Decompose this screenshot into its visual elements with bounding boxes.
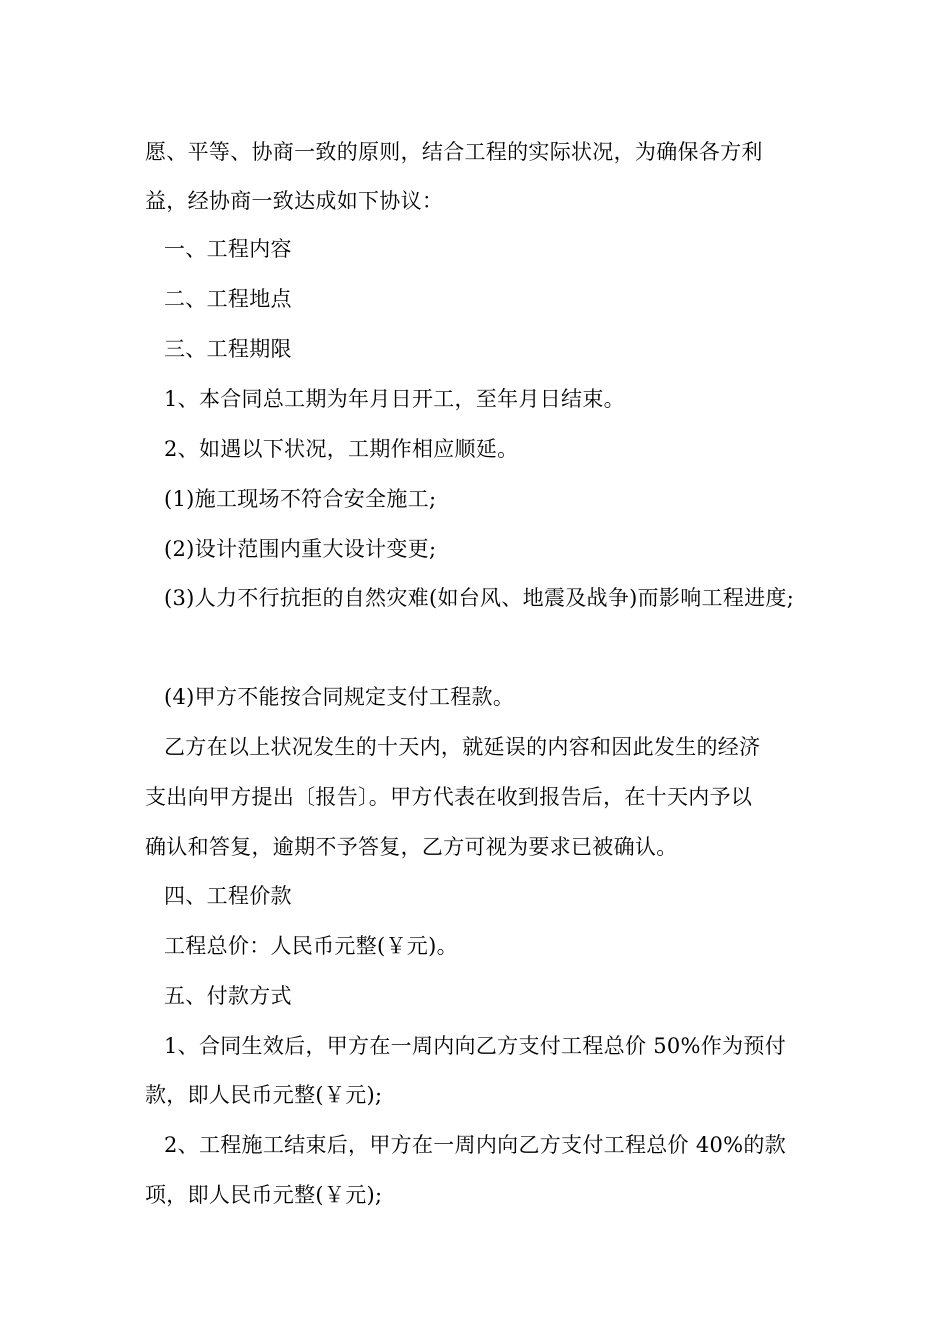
paragraph-line: 乙方在以上状况发生的十天内，就延误的内容和因此发生的经济 [164,735,761,759]
section-heading: 三、工程期限 [164,337,292,361]
paragraph-line: 益，经协商一致达成如下协议： [145,189,444,213]
section-heading: 二、工程地点 [164,287,292,311]
paragraph-line: 款，即人民币元整(￥元); [145,1083,383,1107]
paragraph-line: 确认和答复，逾期不予答复，乙方可视为要求已被确认。 [145,835,678,859]
paragraph-line: 项，即人民币元整(￥元); [145,1183,383,1207]
section-heading: 一、工程内容 [164,237,292,261]
paragraph-line: 支出向甲方提出〔报告〕。甲方代表在收到报告后，在十天内予以 [145,785,753,809]
clause-item: 1、合同生效后，甲方在一周内向乙方支付工程总价 50%作为预付 [164,1034,787,1058]
paragraph-line: 工程总价：人民币元整(￥元)。 [164,934,458,958]
sub-clause-item: (2)设计范围内重大设计变更; [164,537,437,561]
clause-item: 1、本合同总工期为年月日开工，至年月日结束。 [164,387,625,411]
paragraph-line: 愿、平等、协商一致的原则，结合工程的实际状况，为确保各方利 [145,140,763,164]
sub-clause-item: (3)人力不行抗拒的自然灾难(如台风、地震及战争)而影响工程进度; [164,586,795,610]
clause-item: 2、如遇以下状况，工期作相应顺延。 [164,437,519,461]
section-heading: 五、付款方式 [164,984,292,1008]
sub-clause-item: (4)甲方不能按合同规定支付工程款。 [164,685,515,709]
clause-item: 2、工程施工结束后，甲方在一周内向乙方支付工程总价 40%的款 [164,1133,787,1157]
section-heading: 四、工程价款 [164,884,292,908]
sub-clause-item: (1)施工现场不符合安全施工; [164,487,437,511]
